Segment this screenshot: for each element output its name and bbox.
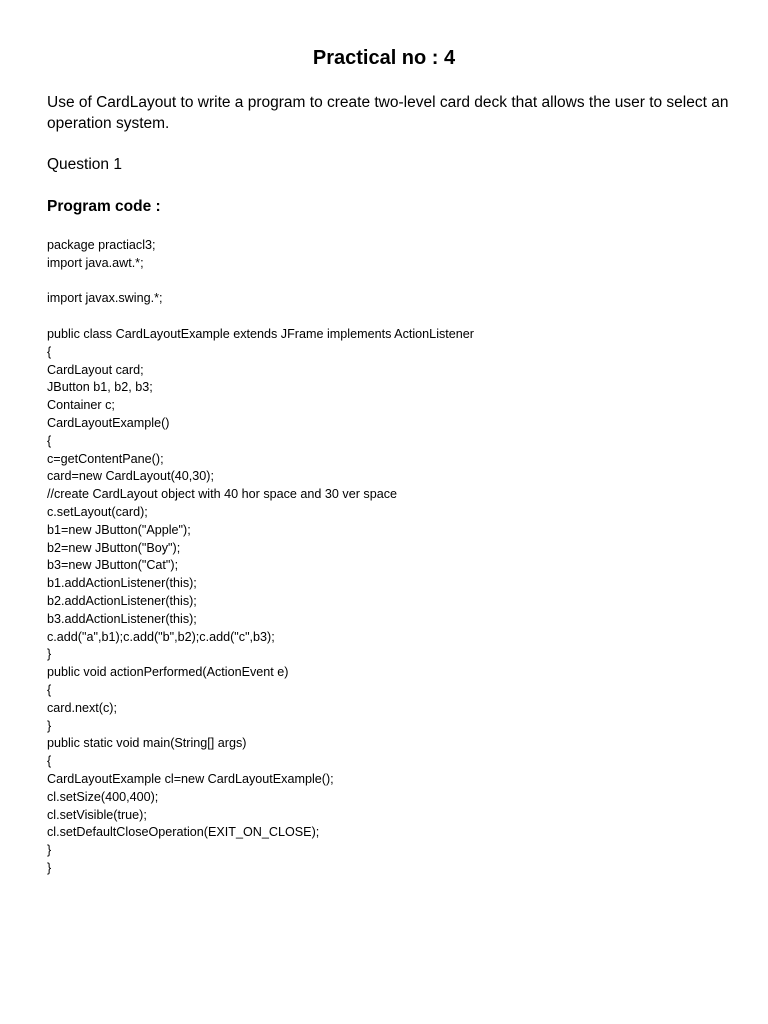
code-line: public void actionPerformed(ActionEvent e) [47, 665, 289, 680]
code-line: b1=new JButton("Apple"); [47, 522, 191, 537]
code-line: cl.setSize(400,400); [47, 789, 159, 804]
code-line: b2.addActionListener(this); [47, 593, 197, 608]
code-line: { [47, 682, 52, 697]
code-line: cl.setDefaultCloseOperation(EXIT_ON_CLOSE); [47, 825, 320, 840]
code-line: CardLayoutExample cl=new CardLayoutExample(); [47, 771, 334, 786]
code-line: b3=new JButton("Cat"); [47, 558, 179, 573]
code-block [47, 237, 737, 878]
code-line [47, 273, 737, 291]
code-line: Container c; [47, 398, 115, 413]
code-line: c.setLayout(card); [47, 504, 148, 519]
code-line: CardLayoutExample() [47, 415, 170, 430]
code-line: { [47, 433, 52, 448]
intro-paragraph: Use of CardLayout to write a program to create two-level card deck that allows the user to select an operation system. [47, 94, 729, 132]
code-line: { [47, 754, 52, 769]
question-heading: Question 1 [47, 156, 122, 173]
code-line: import javax.swing.*; [47, 291, 163, 306]
page-title: Practical no : 4 [312, 47, 456, 69]
code-line: import java.awt.*; [47, 255, 144, 270]
code-line: CardLayout card; [47, 362, 144, 377]
code-line: } [47, 860, 52, 875]
code-line: b3.addActionListener(this); [47, 611, 197, 626]
code-line: } [47, 843, 52, 858]
code-line [47, 308, 737, 326]
code-line: b1.addActionListener(this); [47, 576, 197, 591]
code-line: { [47, 344, 52, 359]
code-line: JButton b1, b2, b3; [47, 380, 153, 395]
program-code-heading: Program code : [47, 198, 161, 215]
code-line: card=new CardLayout(40,30); [47, 469, 214, 484]
code-line: public class CardLayoutExample extends JFrame implements ActionListener [47, 326, 474, 341]
code-line: c=getContentPane(); [47, 451, 164, 466]
code-line: //create CardLayout object with 40 hor space and 30 ver space [47, 487, 398, 502]
code-line: package practiacl3; [47, 238, 156, 252]
code-line: card.next(c); [47, 700, 117, 715]
code-line: } [47, 647, 52, 662]
code-line: b2=new JButton("Boy"); [47, 540, 181, 555]
code-line: public static void main(String[] args) [47, 736, 247, 751]
code-line: c.add("a",b1);c.add("b",b2);c.add("c",b3); [47, 629, 275, 644]
code-line: } [47, 718, 52, 733]
code-line: cl.setVisible(true); [47, 807, 147, 822]
